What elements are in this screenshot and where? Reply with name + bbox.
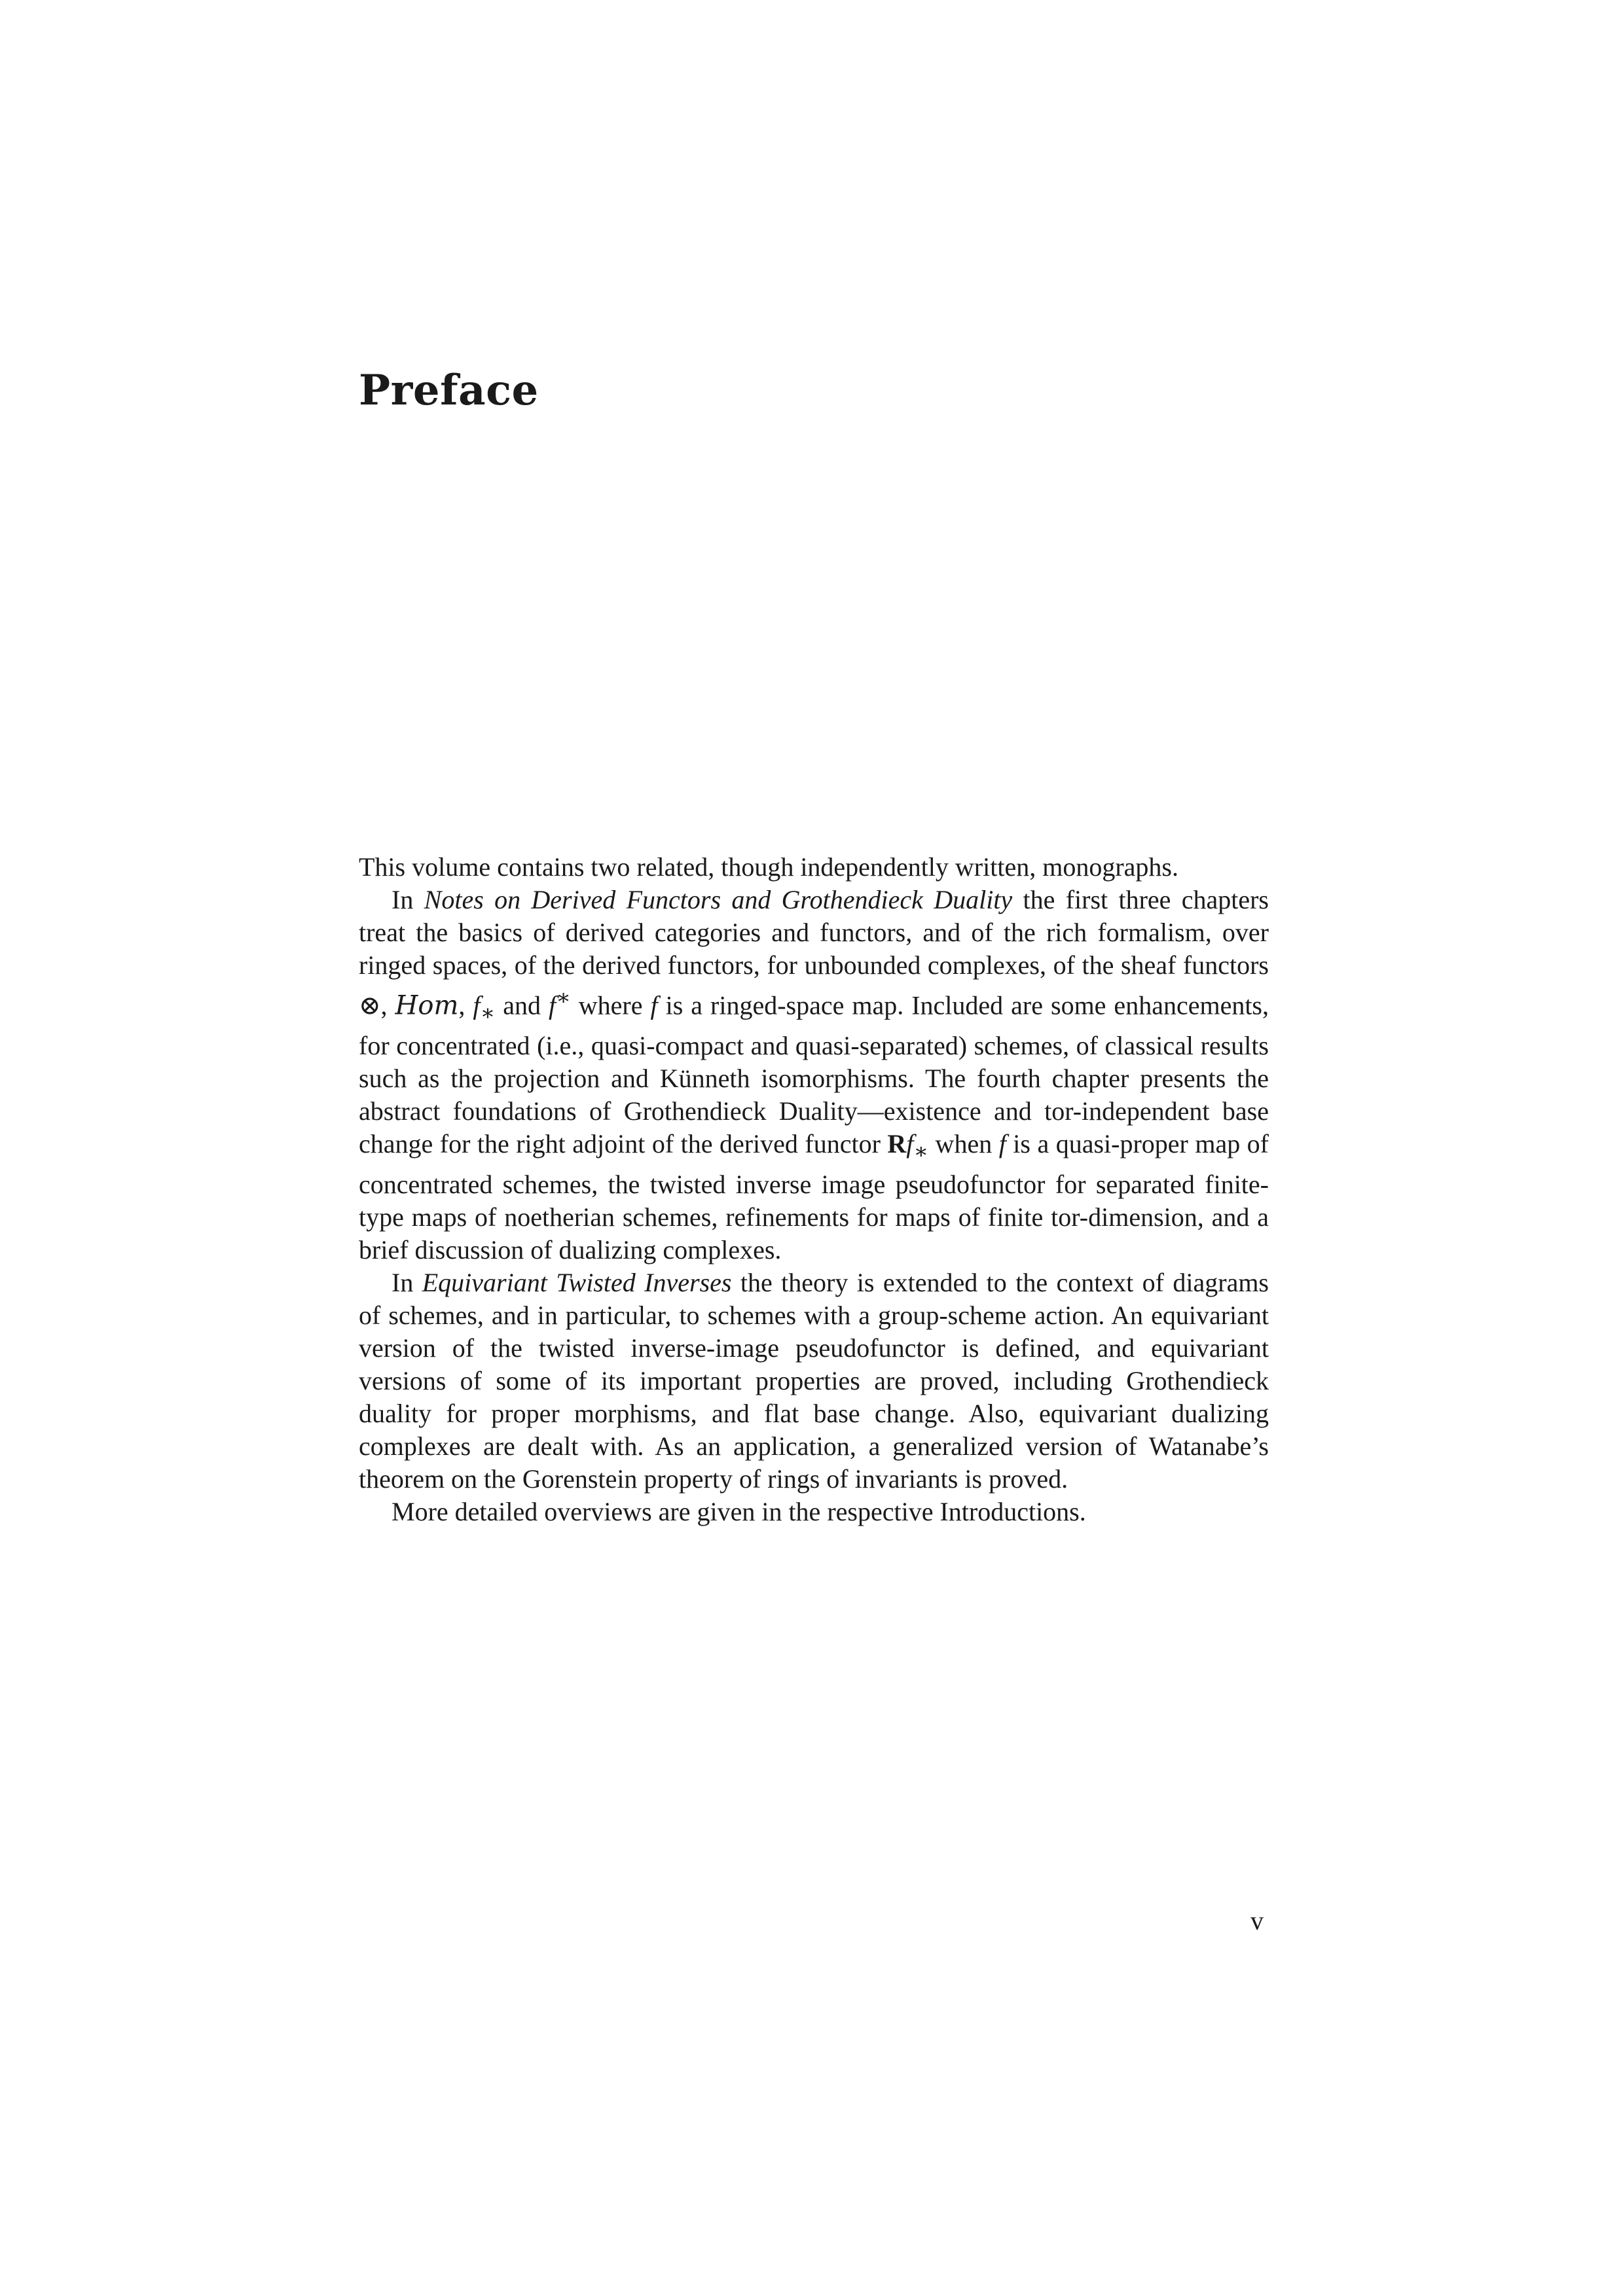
- math-f: f: [998, 1129, 1006, 1159]
- text-run: is a quasi-proper map of concentrated schemes, the twisted inverse image pseudofunctor for separated finite-type maps of noetherian schemes, refinements for maps of finite tor-dimension, and a brief discussion of dualizing complexes.: [359, 1129, 1269, 1265]
- text-run: and: [495, 990, 549, 1020]
- math-hom: Hom: [395, 990, 459, 1021]
- paragraph-closing: More detailed overviews are given in the respective Introductions.: [392, 1497, 1086, 1527]
- math-f-upper: f: [548, 990, 556, 1020]
- paragraph-equivariant-overview: [359, 1266, 1269, 1496]
- text-run: In: [392, 885, 424, 914]
- text-run: is a ringed-space map. Included are some enhancements, for concentrated (i.e., quasi-compact and quasi-separated) schemes, of classical results such as the projection and Künneth isomorphisms. The fourth chapter presents the abstract foundations of Grothendieck Duality—existence and tor-independent base change for the right adjoint of the derived functor: [359, 990, 1269, 1159]
- text-run: the first three chapters treat the basics of derived categories and functors, and of the rich formalism, over ringed spaces, of the derived functors, for unbounded complexes, of the sheaf functors ⊗,: [359, 885, 1269, 1020]
- text-run: the theory is extended to the context of diagrams of schemes, and in particular, to schemes with a group-scheme action. An equivariant version of the twisted inverse-image pseudofunctor is defined, and equivariant versions of some of its important properties are proved, including Grothendieck duality for proper morphisms, and flat base change. Also, equivariant dualizing complexes are dealt with. As an application, a generalized version of Watanabe’s theorem on the Gorenstein property of rings of invariants is proved.: [359, 1268, 1269, 1494]
- text-run: when: [928, 1129, 999, 1159]
- text-run: In: [392, 1268, 422, 1298]
- preface-body: [359, 851, 1269, 1528]
- page-number: v: [1250, 1906, 1264, 1935]
- math-derived-R: R: [887, 1129, 907, 1159]
- math-f: f: [650, 990, 658, 1020]
- book-title-equivariant: Equivariant Twisted Inverses: [422, 1268, 732, 1298]
- page-title: Preface: [359, 366, 539, 415]
- text-run: where: [570, 990, 651, 1020]
- math-superscript: ∗: [556, 986, 571, 1010]
- math-subscript: ∗: [913, 1139, 929, 1164]
- math-f: f: [906, 1129, 914, 1159]
- paragraph-intro: This volume contains two related, though independently written, monographs.: [359, 852, 1178, 882]
- paragraph-notes-overview: [359, 884, 1269, 1266]
- text-run: ,: [458, 990, 473, 1020]
- math-subscript: ∗: [480, 1001, 496, 1026]
- book-title-notes: Notes on Derived Functors and Grothendieck Duality: [424, 885, 1013, 914]
- math-f-lower: f: [473, 990, 481, 1020]
